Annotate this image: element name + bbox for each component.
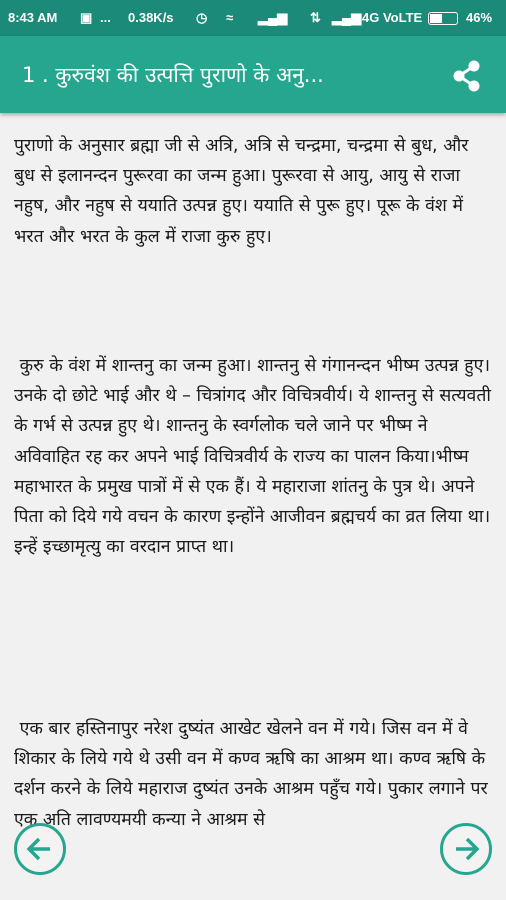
next-button[interactable] [440,823,492,875]
status-time: 8:43 AM [8,10,58,25]
previous-button[interactable] [14,823,66,875]
paragraph-3: एक बार हस्तिनापुर नरेश दुष्यंत आखेट खेलने वन में गये। जिस वन में वे शिकार के लिये गये थे उसी वन में कण्व ऋषि का आश्रम था। कण्व ऋषि के दर्शन करने के लिये महाराज दुष्यंत उनके आश्रम पहुँच गये। पुकार लगाने पर एक अति लावण्यमयी कन्या ने आश्रम से [14,719,494,830]
battery-icon [428,12,458,25]
paragraph-2: कुरु के वंश में शान्तनु का जन्म हुआ। शान्तनु से गंगानन्दन भीष्म उत्पन्न हुए। उनके दो छोटे भाई और थे – चित्रांगद और विचित्रवीर्य। ये शान्तनु से सत्यवती के गर्भ से उत्पन्न हुए थे। शान्तनु के स्वर्गलोक चले जाने पर भीष्म ने अविवाहित रह कर अपने भाई विचित्रवीर्य के राज्य का पालन किया।भीष्म महाभारत के प्रमुख पात्रों में से एक हैं। ये महाराजा शांतनु के पुत्र थे। अपने पिता को दिये गये वचन के कारण इन्होंने आजीवन ब्रह्मचर्य का व्रत लिया था। इन्हें इच्छामृत्यु का वरदान प्राप्त था। [14,356,497,558]
status-dots: ... [100,10,111,25]
alarm-icon: ◷ [196,10,208,25]
battery-percent: 46% [466,10,493,25]
article-content [0,113,506,900]
notification-icon: ▣ [80,10,93,25]
data-arrows-icon: ⇅ [310,10,321,25]
arrow-right-icon [450,833,482,865]
paragraph-1: पुराणो के अनुसार ब्रह्मा जी से अत्रि, अत्रि से चन्द्रमा, चन्द्रमा से बुध, और बुध से इलानन्दन पुरूरवा का जन्म हुआ। पुरूरवा से आयु, आयु से राजा नहुष, और नहुष से ययाति उत्पन्न हुए। ययाति से पुरू हुए। पूरू के वंश में भरत और भरत के कुल में राजा कुरु हुए। [14,136,474,247]
app-bar [0,36,506,113]
signal-icon: ▂▄▆ [258,10,288,25]
network-type: 4G VoLTE [362,10,423,25]
share-icon [449,58,485,94]
wifi-icon: ≈ [226,10,234,25]
share-button[interactable] [449,58,485,94]
page-title: 1 . कुरुवंश की उत्पत्ति पुराणो के अनु... [22,63,324,87]
status-bar [0,0,506,36]
arrow-left-icon [24,833,56,865]
network-speed: 0.38K/s [128,10,174,25]
signal-icon-2: ▂▄▆ [332,10,362,25]
